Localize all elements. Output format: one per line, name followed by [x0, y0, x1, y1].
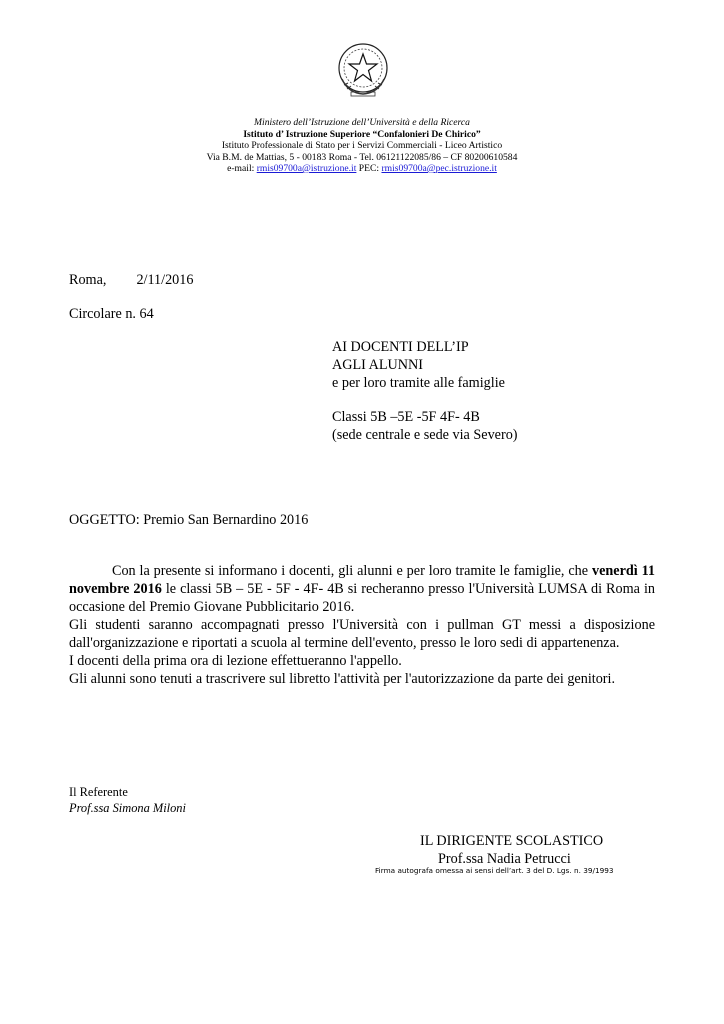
paragraph: [69, 562, 655, 616]
referent-label: Il Referente: [69, 785, 128, 799]
classes-list: Classi 5B –5E -5F 4F- 4B: [332, 409, 480, 425]
director-block: [420, 832, 603, 868]
recipient-line: e per loro tramite alle famiglie: [332, 375, 505, 391]
institute-name: Istituto d’ Istruzione Superiore “Confalonieri De Chirico”: [243, 128, 481, 140]
paragraph: Gli alunni sono tenuti a trascrivere sul libretto l'attività per l'autorizzazione da parte dei genitori.: [69, 671, 616, 687]
recipients: [332, 338, 505, 392]
pec-link[interactable]: rmis09700a@pec.istruzione.it: [381, 163, 497, 174]
paragraph: I docenti della prima ora di lezione effettueranno l'appello.: [69, 653, 402, 669]
director-title: IL DIRIGENTE SCOLASTICO: [420, 833, 604, 849]
referent-block: [69, 784, 186, 816]
classes-block: [332, 408, 518, 444]
email-link[interactable]: rmis09700a@istruzione.it: [256, 163, 357, 174]
subject-line: OGGETTO: Premio San Bernardino 2016: [69, 512, 309, 528]
letter-body: [69, 562, 655, 688]
referent-name: Prof.ssa Simona Miloni: [69, 801, 186, 815]
ministry-name: Ministero dell’Istruzione dell’Università e della Ricerca: [254, 117, 470, 128]
italian-republic-emblem-icon: [334, 41, 392, 99]
place-date: [69, 271, 193, 289]
paragraph: Gli studenti saranno accompagnati presso l'Università con i pullman GT messi a disposizione dall'organizzazione e riportati a scuola al termine dell'evento, presso le loro sedi di appartenenza.: [69, 617, 655, 651]
recipient-line: AGLI ALUNNI: [332, 357, 424, 373]
director-name: Prof.ssa Nadia Petrucci: [438, 851, 571, 867]
event-date: venerdì 11 novembre 2016: [69, 563, 655, 597]
place: Roma,: [69, 272, 107, 288]
signature-note: Firma autografa omessa ai sensi dell’art. 3 del D. Lgs. n. 39/1993: [375, 866, 614, 875]
paragraph-text: Con la presente si informano i docenti, gli alunni e per loro tramite le famiglie, che: [112, 563, 589, 579]
institute-address: Via B.M. de Mattias, 5 - 00183 Roma - Tel. 06121122085/86 – CF 80200610584: [206, 151, 518, 163]
recipient-line: AI DOCENTI DELL’IP: [332, 339, 469, 355]
letterhead: [0, 117, 724, 175]
letter-date: 2/11/2016: [136, 272, 194, 288]
school-types: Istituto Professionale di Stato per i Servizi Commerciali - Liceo Artistico: [221, 140, 503, 151]
contact-line: [0, 163, 724, 175]
paragraph-text: le classi 5B – 5E - 5F - 4F- 4B si recheranno presso l'Università LUMSA di Roma in occasione del Premio Giovane Pubblicitario 2016.: [69, 581, 655, 615]
email-label: e-mail:: [227, 163, 255, 174]
classes-location: (sede centrale e sede via Severo): [332, 427, 518, 443]
pec-label: PEC:: [358, 163, 380, 174]
circular-number: Circolare n. 64: [69, 306, 154, 322]
